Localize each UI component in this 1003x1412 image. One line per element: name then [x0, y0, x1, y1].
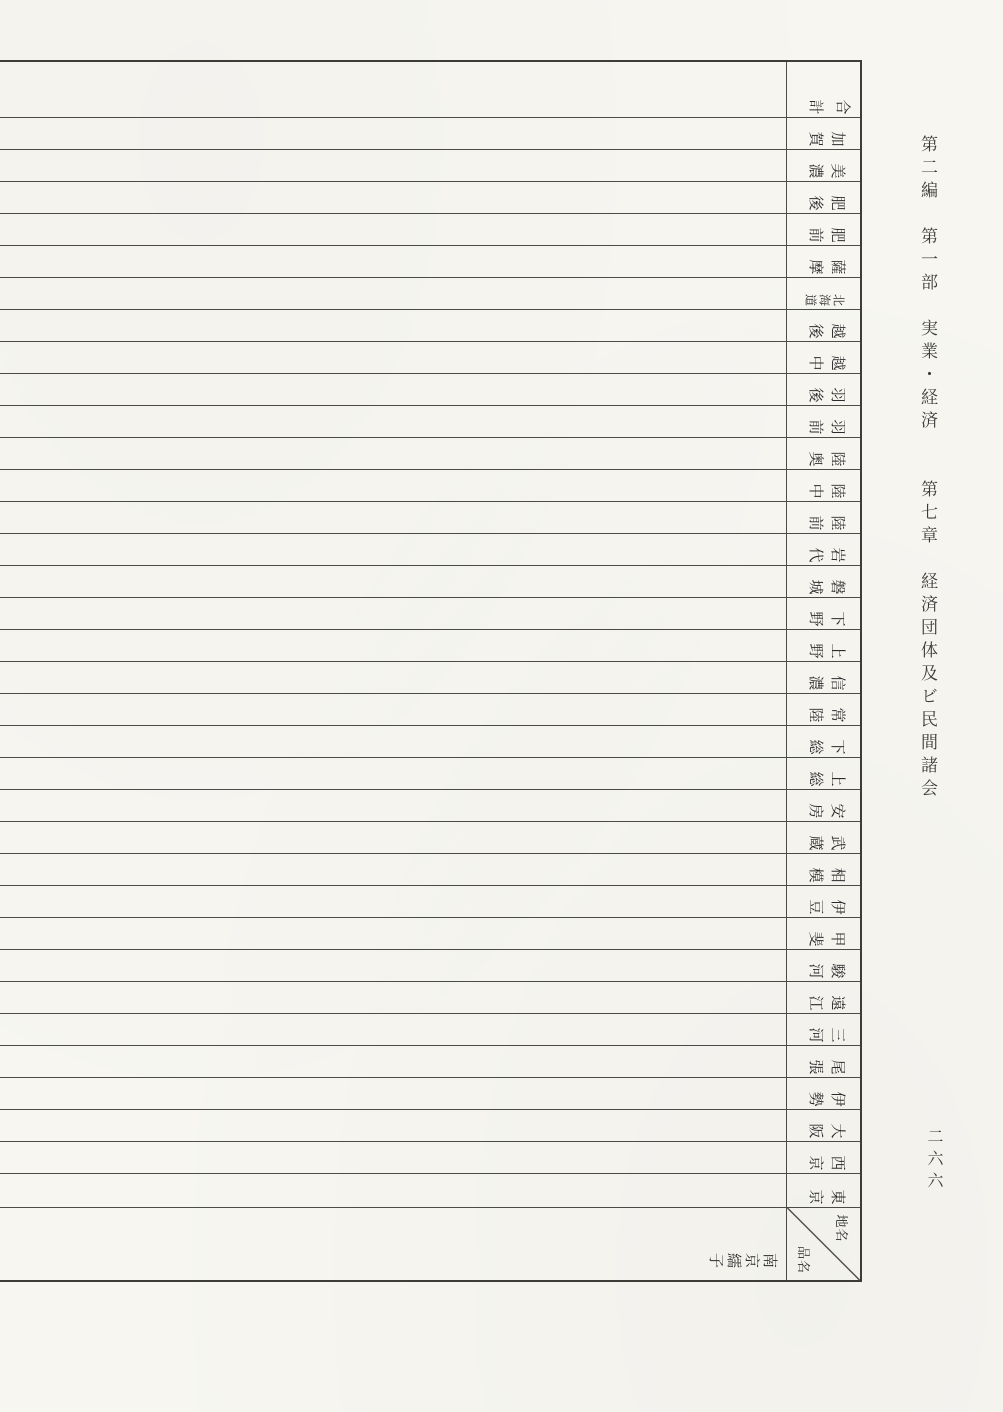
- cell-南京繻子-越後: [0, 309, 787, 341]
- place-header-磐城: 磐城: [787, 565, 861, 597]
- place-header-大阪: 大阪: [787, 1109, 861, 1141]
- place-header-尾張: 尾張: [787, 1045, 861, 1077]
- cell-南京繻子-岩代: [0, 533, 787, 565]
- cell-南京繻子-薩摩: [0, 245, 787, 277]
- cell-南京繻子-合計: [0, 61, 787, 117]
- place-header-甲斐: 甲斐: [787, 917, 861, 949]
- cell-南京繻子-武蔵: [0, 821, 787, 853]
- cell-南京繻子-磐城: [0, 565, 787, 597]
- place-header-肥後: 肥後: [787, 181, 861, 213]
- textile-statistics-table: [0, 60, 862, 1282]
- cell-南京繻子-下野: [0, 597, 787, 629]
- place-header-合計: 合計: [787, 61, 861, 117]
- cell-南京繻子-美濃: [0, 149, 787, 181]
- cell-南京繻子-尾張: [0, 1045, 787, 1077]
- cell-南京繻子-陸前: [0, 501, 787, 533]
- cell-南京繻子-加賀: [0, 117, 787, 149]
- cell-南京繻子-遠江: [0, 981, 787, 1013]
- place-header-三河: 三河: [787, 1013, 861, 1045]
- place-header-西京: 西京: [787, 1141, 861, 1173]
- corner-label-product: 品名: [796, 1245, 812, 1274]
- cell-南京繻子-越中: [0, 341, 787, 373]
- place-header-北海道: 北海道: [787, 277, 861, 309]
- cell-南京繻子-三河: [0, 1013, 787, 1045]
- place-header-武蔵: 武蔵: [787, 821, 861, 853]
- cell-南京繻子-肥後: [0, 181, 787, 213]
- place-header-上野: 上野: [787, 629, 861, 661]
- place-header-美濃: 美濃: [787, 149, 861, 181]
- cell-南京繻子-伊勢: [0, 1077, 787, 1109]
- cell-南京繻子-西京: [0, 1141, 787, 1173]
- place-header-肥前: 肥前: [787, 213, 861, 245]
- place-header-越中: 越中: [787, 341, 861, 373]
- cell-南京繻子-上野: [0, 629, 787, 661]
- place-header-東京: 東京: [787, 1173, 861, 1207]
- place-header-駿河: 駿河: [787, 949, 861, 981]
- place-header-陸中: 陸中: [787, 469, 861, 501]
- cell-南京繻子-陸中: [0, 469, 787, 501]
- place-header-越後: 越後: [787, 309, 861, 341]
- place-header-上総: 上総: [787, 757, 861, 789]
- place-header-陸奥: 陸奥: [787, 437, 861, 469]
- cell-南京繻子-伊豆: [0, 885, 787, 917]
- place-header-羽後: 羽後: [787, 373, 861, 405]
- cell-南京繻子-信濃: [0, 661, 787, 693]
- product-header-南京繻子: [0, 1207, 787, 1281]
- product-name: 南京繻子: [706, 1251, 779, 1267]
- cell-南京繻子-陸奥: [0, 437, 787, 469]
- cell-南京繻子-駿河: [0, 949, 787, 981]
- cell-南京繻子-羽前: [0, 405, 787, 437]
- place-header-信濃: 信濃: [787, 661, 861, 693]
- place-header-下野: 下野: [787, 597, 861, 629]
- place-header-陸前: 陸前: [787, 501, 861, 533]
- cell-南京繻子-常陸: [0, 693, 787, 725]
- cell-南京繻子-大阪: [0, 1109, 787, 1141]
- cell-南京繻子-東京: [0, 1173, 787, 1207]
- place-header-安房: 安房: [787, 789, 861, 821]
- cell-南京繻子-下総: [0, 725, 787, 757]
- cell-南京繻子-安房: [0, 789, 787, 821]
- rotated-table-stage: [94, 60, 862, 1272]
- place-header-羽前: 羽前: [787, 405, 861, 437]
- place-header-伊勢: 伊勢: [787, 1077, 861, 1109]
- chapter-caption: 第二編 第一部 実業・経済 第七章 経済団体及ビ民間諸会: [918, 135, 937, 802]
- corner-label-place: 地名: [834, 1214, 849, 1243]
- place-header-伊豆: 伊豆: [787, 885, 861, 917]
- cell-南京繻子-肥前: [0, 213, 787, 245]
- corner-header-cell: [787, 1207, 861, 1281]
- place-header-下総: 下総: [787, 725, 861, 757]
- place-header-遠江: 遠江: [787, 981, 861, 1013]
- cell-南京繻子-甲斐: [0, 917, 787, 949]
- place-header-加賀: 加賀: [787, 117, 861, 149]
- cell-南京繻子-上総: [0, 757, 787, 789]
- place-header-岩代: 岩代: [787, 533, 861, 565]
- cell-南京繻子-北海道: [0, 277, 787, 309]
- cell-南京繻子-羽後: [0, 373, 787, 405]
- cell-南京繻子-相模: [0, 853, 787, 885]
- place-header-薩摩: 薩摩: [787, 245, 861, 277]
- page-number: 二六六: [925, 1128, 942, 1194]
- place-header-常陸: 常陸: [787, 693, 861, 725]
- place-header-相模: 相模: [787, 853, 861, 885]
